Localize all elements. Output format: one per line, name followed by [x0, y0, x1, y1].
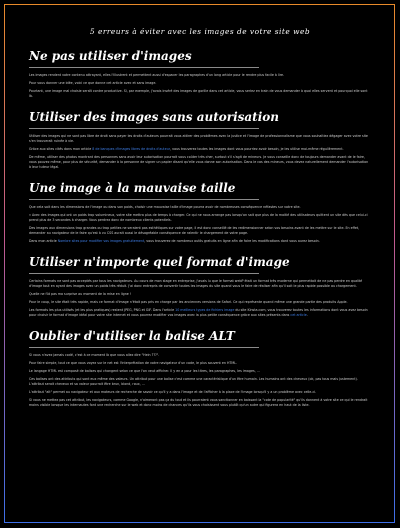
article [29, 13, 371, 411]
paragraph: Pour le coup, le site était très rapide, mais ce format d'image n'était pas pris en charge par les anciennes versions de Safari. Ce qui représente quand même une grande partie des produits Apple. [29, 300, 348, 304]
paragraph: De même, utiliser des photos montrant des personnes sans avoir leur autorisation pourrait vous coûter très cher, surtout s'il s'agit de mineurs. Je vous conseille donc de toujours demander avant de le faire, vous pouvez même, pour plus de sécurité, demander à la personne de signer un papier disant qu'elle vous donne son autorisation. Dans le cas des mineurs, vous devez naturellement demander l'autorisation à leur tuteur légal. [29, 155, 369, 169]
heading-underline [29, 128, 259, 129]
section-heading: Utiliser des images sans autorisation [29, 110, 280, 124]
section-heading: Une image à la mauvaise taille [29, 181, 236, 195]
paragraph: Quelle ne fût pas ma surprise au moment de la mise en ligne ! [29, 292, 132, 296]
section [29, 254, 371, 318]
article-sections [29, 48, 371, 408]
section-heading: Ne pas utiliser d'images [29, 49, 192, 63]
section [29, 109, 371, 170]
paragraph: Des images aux dimensions trop grandes ou trop petites ne seraient pas esthétiques sur votre page, il est donc conseillé de les redimensionner selon vos besoins avant de les mettre sur le site. En effet, demander au navigateur de le faire qu'est à vu CSS aurait aussi le désagréable conséquence de ralentir le chargement de votre page. [29, 226, 360, 235]
page-title: 5 erreurs à éviter avec les images de votre site web [89, 27, 311, 36]
page-frame [4, 4, 395, 523]
section [29, 328, 371, 408]
paragraph: Que cela soit dans les dimensions de l'image ou dans son poids, choisir une mauvaise taille d'image pourra avoir de nombreuses conséquence néfastes sur votre site. [29, 205, 301, 209]
heading-underline [29, 199, 259, 200]
paragraph: Ces balises ont des attributs qui sont eux même des valeurs. Un attribut pour une balise c'est comme une caractéristique d'un être humain. Les humains ont des cheveux (ok, pas tous mais justement). L'attribut serait cheveux et sa valeur pourrait être brun, blond, roux, ... [29, 377, 358, 386]
paragraph: Si vous n'avez jamais codé, c'est à ce moment là que vous allez dire "Hein ???". [29, 353, 160, 357]
paragraph: Pour faire simple, tout ce que vous voyez sur le net est l'interprétation de votre navigateur d'un code, le plus souvent en HTML. [29, 361, 238, 365]
paragraph: Les formats les plus utilisés (et les plus pratiques) restent JPEG, PNG et GIF. Dans l'article 10 meilleurs types de fichiers image du site Kinsta.com, vous trouverez toutes les informations dont vous avez besoin pour choisir le format d'image idéal pour votre site internet et vous pourrez modifier vos images avec la plus petite conséquence grâce aux sites présents dans cet article. [29, 308, 368, 317]
heading-underline [29, 347, 259, 348]
paragraph: Les images rendent votre contenu attrayant, elles l'illustrent et permettent aussi d'espacer les paragraphes d'un long article pour le rendre plus facile à lire. [29, 73, 285, 77]
paragraph: Utiliser des images qui ne sont pas libre de droit sans payer les droits d'auteurs pourrait vous attirer des problèmes avec la justice et l'image de professionnalisme que vous souhaitiez dégager avec votre site s'en trouverait ruinée à vie. [29, 134, 368, 143]
section-heading: Utiliser n'importe quel format d'image [29, 255, 290, 269]
paragraph: L'attribut "alt" permet au navigateur et aux moteurs de recherche de savoir ce qu'il y a dans l'image et de l'afficher à la place de l'image lorsqu'il y a un problème avec celle-ci. [29, 390, 317, 394]
paragraph: Certains formats ne sont pas acceptés par tous les navigateurs. Au cours de mon stage en entreprise, j'avais lu que le format webP était un format très moderne qui permettait de ne pas perdre en qualité d'image tout en ayant des images avec un poids très réduit. J'ai donc entrepris de convertir toutes les images du site quand vous le faire de réaliser afin qu'il soit le plus rapide possible au chargement. [29, 279, 363, 288]
inline-link[interactable]: 8 de banques d'images libres de droits d'auteur [92, 147, 171, 151]
paragraph: Pourtant, une image mal choisie seraït contre productive. Si, par exemple, j'avais inséré des images de gorille dans cet article, vous seriez en train de vous demander à quoi elles servent et pourquoi elle sont là. [29, 89, 368, 98]
inline-link[interactable]: cet article [290, 313, 307, 317]
section [29, 180, 371, 244]
heading-underline [29, 67, 259, 68]
paragraph: Pour vous donner une idée, voici ce que donne cet article avec et sans image. [29, 81, 157, 85]
paragraph: Si vous ne mettez pas cet attribut, les navigateurs, comme Google, n'aimeront pas ça du tout et ils pourraient vous sanctionner en baissant la "cote de popularité" qu'ils donnent à votre site ce qui le rendrait moins visible lorsque les internautes font une recherche sur le web et donc moins de chances qu'ils vous choisissent vous plutôt qu'un autre qui figurera en haut de la liste. [29, 398, 368, 407]
section-heading: Oublier d'utiliser la balise ALT [29, 329, 235, 343]
inline-link[interactable]: Nombre sites pour modifier vos images gratuitement [57, 239, 145, 243]
section [29, 48, 371, 99]
inline-link[interactable]: 10 meilleurs types de fichiers image [175, 308, 235, 312]
paragraph: « Avec des images qui ont un poids trop volumineux, votre site mettra plus de temps à charger. Ce qui ne nous arrange pas lorsqu'on sait que plus de la moitié des utilisateurs quittent un site dès que celui-ci prend plus de 3 secondes à charger. Vous perdrez donc de nombreux clients potentiels. [29, 213, 368, 222]
paragraph: Grâce aux sites cités dans mon article 8 de banques d'images libres de droits d'auteur, vous trouverez toutes les images dont vous pourriez avoir besoin, je les utilise moi-même régulièrement. [29, 147, 344, 151]
paragraph: Le langage HTML est composé de balises qui changent selon ce que l'on veut afficher. Il y en a pour les titres, les paragraphes, les images, ... [29, 369, 260, 373]
paragraph: Dans mon article Nombre sites pour modifier vos images gratuitement, vous trouverez de nombreux outils gratuits en ligne afin de faire les modifications dont vous aurez besoin. [29, 239, 320, 243]
heading-underline [29, 273, 259, 274]
